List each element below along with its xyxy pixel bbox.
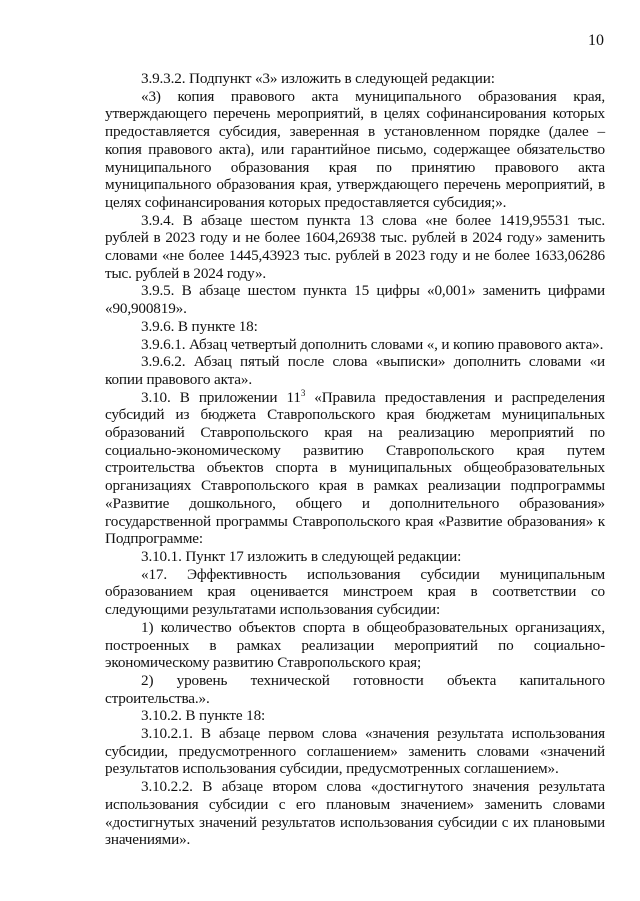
paragraph-quote-17: «17. Эффективность использования субсидии муниципальным образованием края оценивается минстроем края в соответствии со следующими результатами использования субсидии: [105, 565, 605, 619]
paragraph-3-10 [105, 389, 605, 548]
paragraph-3-9-6-2: 3.9.6.2. Абзац пятый после слова «выписки» дополнить словами «и копии правового акта». [105, 353, 605, 388]
paragraph-3-10-lead: 3.10. В приложении 11 [141, 388, 301, 406]
paragraph-3-10-2-2: 3.10.2.2. В абзаце втором слова «достигнутого значения результата использования субсидии с его плановым значением» заменить словами «достигнутых значений результатов использования субсидии с их плановыми значениями». [105, 778, 605, 849]
document-body [105, 70, 605, 849]
paragraph-3-10-2-1: 3.10.2.1. В абзаце первом слова «значения результата использования субсидии, предусмотренного соглашением» заменить словами «значений результатов использования субсидии, предусмотренных соглашением». [105, 725, 605, 778]
paragraph-item-2: 2) уровень технической готовности объекта капитального строительства.». [105, 671, 605, 707]
paragraph-3-10-2: 3.10.2. В пункте 18: [141, 707, 266, 725]
superscript: 3 [300, 387, 306, 398]
paragraph-3-9-6: 3.9.6. В пункте 18: [141, 317, 258, 335]
paragraph-3-9-3-2: 3.9.3.2. Подпункт «3» изложить в следующей редакции: [141, 70, 495, 87]
paragraph-3-9-6-1: 3.9.6.1. Абзац четвертый дополнить словами «, и копию правового акта». [141, 335, 604, 353]
page-number: 10 [588, 32, 604, 49]
paragraph-3-10-1: 3.10.1. Пункт 17 изложить в следующей редакции: [141, 547, 462, 565]
paragraph-3-10-rest: «Правила предоставления и распределения субсидий из бюджета Ставропольского края бюджетам муниципальных образований Ставропольского края на реализацию мероприятий по социально-экономическому развитию Ставропольского края путем строительства объектов спорта в муниципальных общеобразовательных организациях Ставропольского края в рамках реализации подпрограммы «Развитие дошкольного, общего и дополнительного образования» государственной программы Ставропольского края «Развитие образования» к Подпрограмме: [105, 388, 605, 548]
paragraph-quote-3: «3) копия правового акта муниципального образования края, утверждающего перечень мероприятий, в целях софинансирования которых предоставляется субсидия, заверенная в установленном порядке (далее – копия правового акта), или гарантийное письмо, содержащее обязательство муниципального образования края по принятию правового акта муниципального образования края, утверждающего перечень мероприятий, в целях софинансирования которых предоставляется субсидия;». [105, 87, 605, 211]
paragraph-3-9-5: 3.9.5. В абзаце шестом пункта 15 цифры «0,001» заменить цифрами «90,900819». [105, 282, 605, 318]
paragraph-item-1: 1) количество объектов спорта в общеобразовательных организациях, построенных в рамках реализации мероприятий по социально-экономическому развитию Ставропольского края; [105, 618, 605, 672]
paragraph-3-9-4: 3.9.4. В абзаце шестом пункта 13 слова «не более 1419,95531 тыс. рублей в 2023 году и не более 1604,26938 тыс. рублей в 2024 году» заменить словами «не более 1445,43923 тыс. рублей в 2023 году и не более 1633,06286 тыс. рублей в 2024 году». [105, 211, 605, 282]
